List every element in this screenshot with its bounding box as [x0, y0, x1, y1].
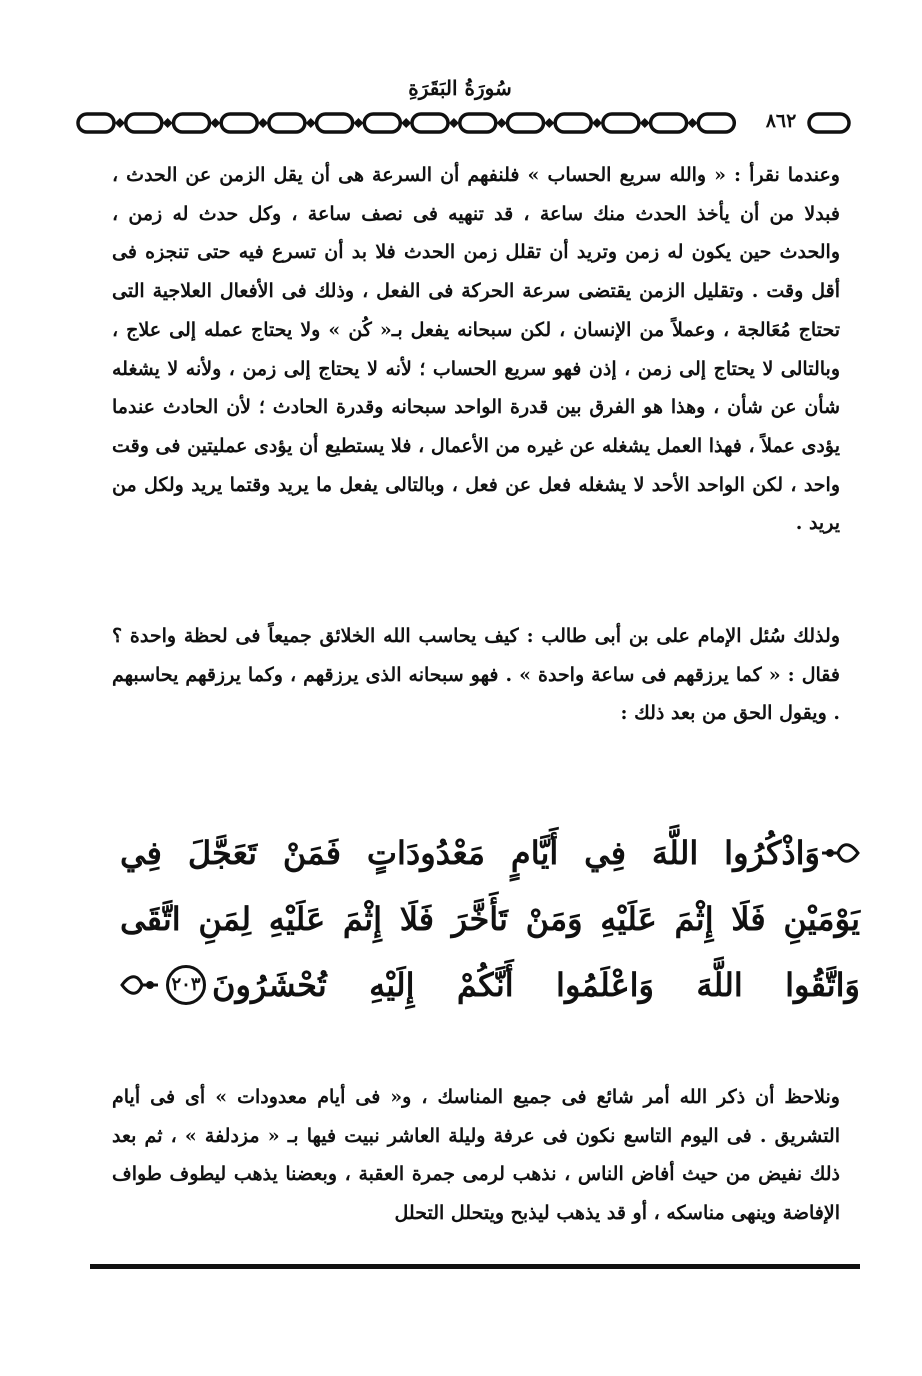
chain-link: [508, 114, 544, 132]
page-header: [0, 0, 922, 140]
chain-diamond: [544, 118, 554, 128]
verse-line-1-text: وَاذْكُرُوا اللَّهَ فِي أَيَّامٍ مَعْدُودَاتٍ فَمَنْ تَعَجَّلَ فِي: [120, 834, 820, 872]
header-ornament-border: [72, 108, 852, 138]
chain-diamond: [449, 118, 459, 128]
chain-link: [174, 114, 210, 132]
paragraph-3: ونلاحظ أن ذكر الله أمر شائع فى جميع المناسك ، و« فى أيام معدودات » أى فى أيام التشريق . فى اليوم التاسع نكون فى عرفة وليلة العاشر نبيت فيها بـ « مزدلفة » ، ثم بعد ذلك نفيض من حيث أفاض الناس ، نذهب لرمى جمرة العقبة ، وبعضنا يذهب ليطوف طواف الإفاضة وينهى مناسكه ، أو قد يذهب ليذبح ويتحلل التحلل: [112, 1086, 840, 1225]
chain-diamond: [687, 118, 697, 128]
page-number-ornament: [806, 110, 852, 136]
ayah-number-badge: ٢٠٣: [166, 965, 206, 1005]
paragraph-1: وعندما نقرأ : « والله سريع الحساب » فلنفهم أن السرعة هى أن يقل الزمن عن الحدث ، فبدلا من أن يأخذ الحدث منك ساعة ، قد تنهيه فى نصف ساعة ، وكل حدث له زمن ، والحدث حين يكون له زمن وتريد أن تقلل زمن الحدث فلا بد أن تسرع فيه حتى تنجزه فى أقل وقت . وتقليل الزمن يقتضى سرعة الحركة فى الفعل ، وذلك فى الأفعال العلاجية التى تحتاج مُعَالجة ، وعملاً من الإنسان ، لكن سبحانه يفعل بـ« كُن » ولا يحتاج عمله إلى علاج ، وبالتالى لا يحتاج إلى زمن ، إذن فهو سريع الحساب ؛ لأنه لا يحتاج إلى زمن ، ولأنه لا يشغله شأن عن شأن ، وهذا هو الفرق بين قدرة الواحد سبحانه وقدرة الحادث ؛ لأن الحادث عندما يؤدى عملاً ، فهذا العمل يشغله عن غيره من الأعمال ، فلا يستطيع أن يؤدى عمليتين فى وقت واحد ، لكن الواحد الأحد لا يشغله فعل عن فعل ، وبالتالى يفعل ما يريد وقتما يريد ولكل من يريد .: [112, 164, 840, 535]
quran-verse-block: [120, 820, 860, 1018]
chain-link: [78, 114, 114, 132]
chain-diamond: [306, 118, 316, 128]
footer-rule: [90, 1264, 860, 1269]
verse-line-3: [120, 952, 860, 1018]
chain-diamond: [258, 118, 268, 128]
page-number: ٨٦٢: [765, 110, 797, 132]
verse-line-3-text: وَاتَّقُوا اللَّهَ وَاعْلَمُوا أَنَّكُمْ إِلَيْهِ تُحْشَرُونَ: [212, 966, 860, 1004]
chain-link: [555, 114, 591, 132]
paragraph-2: ولذلك سُئل الإمام على بن أبى طالب : كيف يحاسب الله الخلائق جميعاً فى لحظة واحدة ؟ فقال : « كما يرزقهم فى ساعة واحدة » . فهو سبحانه الذى يرزقهم ، وكما يرزقهم يحاسبهم . ويقول الحق من بعد ذلك :: [112, 625, 840, 725]
chain-link: [651, 114, 687, 132]
verse-open-bracket-ornament: [820, 838, 860, 868]
chain-diamond: [401, 118, 411, 128]
verse-line-2: [120, 886, 860, 952]
chain-diamond: [497, 118, 507, 128]
chain-link: [126, 114, 162, 132]
chain-diamond: [163, 118, 173, 128]
chain-diamond: [210, 118, 220, 128]
chain-link: [412, 114, 448, 132]
chain-diamond: [115, 118, 125, 128]
chain-link: [460, 114, 496, 132]
chain-link: [603, 114, 639, 132]
chain-link: [364, 114, 400, 132]
chain-link: [221, 114, 257, 132]
chain-diamond: [353, 118, 363, 128]
verse-line-2-text: يَوْمَيْنِ فَلَا إِثْمَ عَلَيْهِ وَمَنْ تَأَخَّرَ فَلَا إِثْمَ عَلَيْهِ لِمَنِ اتَّقَى: [120, 900, 860, 938]
surah-title: سُورَةُ البَقَرَةِ: [408, 76, 512, 100]
verse-close-bracket-ornament: [120, 970, 160, 1000]
chain-link: [317, 114, 353, 132]
chain-diamond: [592, 118, 602, 128]
chain-link: [698, 114, 734, 132]
chain-link: [269, 114, 305, 132]
chain-diamond: [640, 118, 650, 128]
verse-line-1: [120, 820, 860, 886]
